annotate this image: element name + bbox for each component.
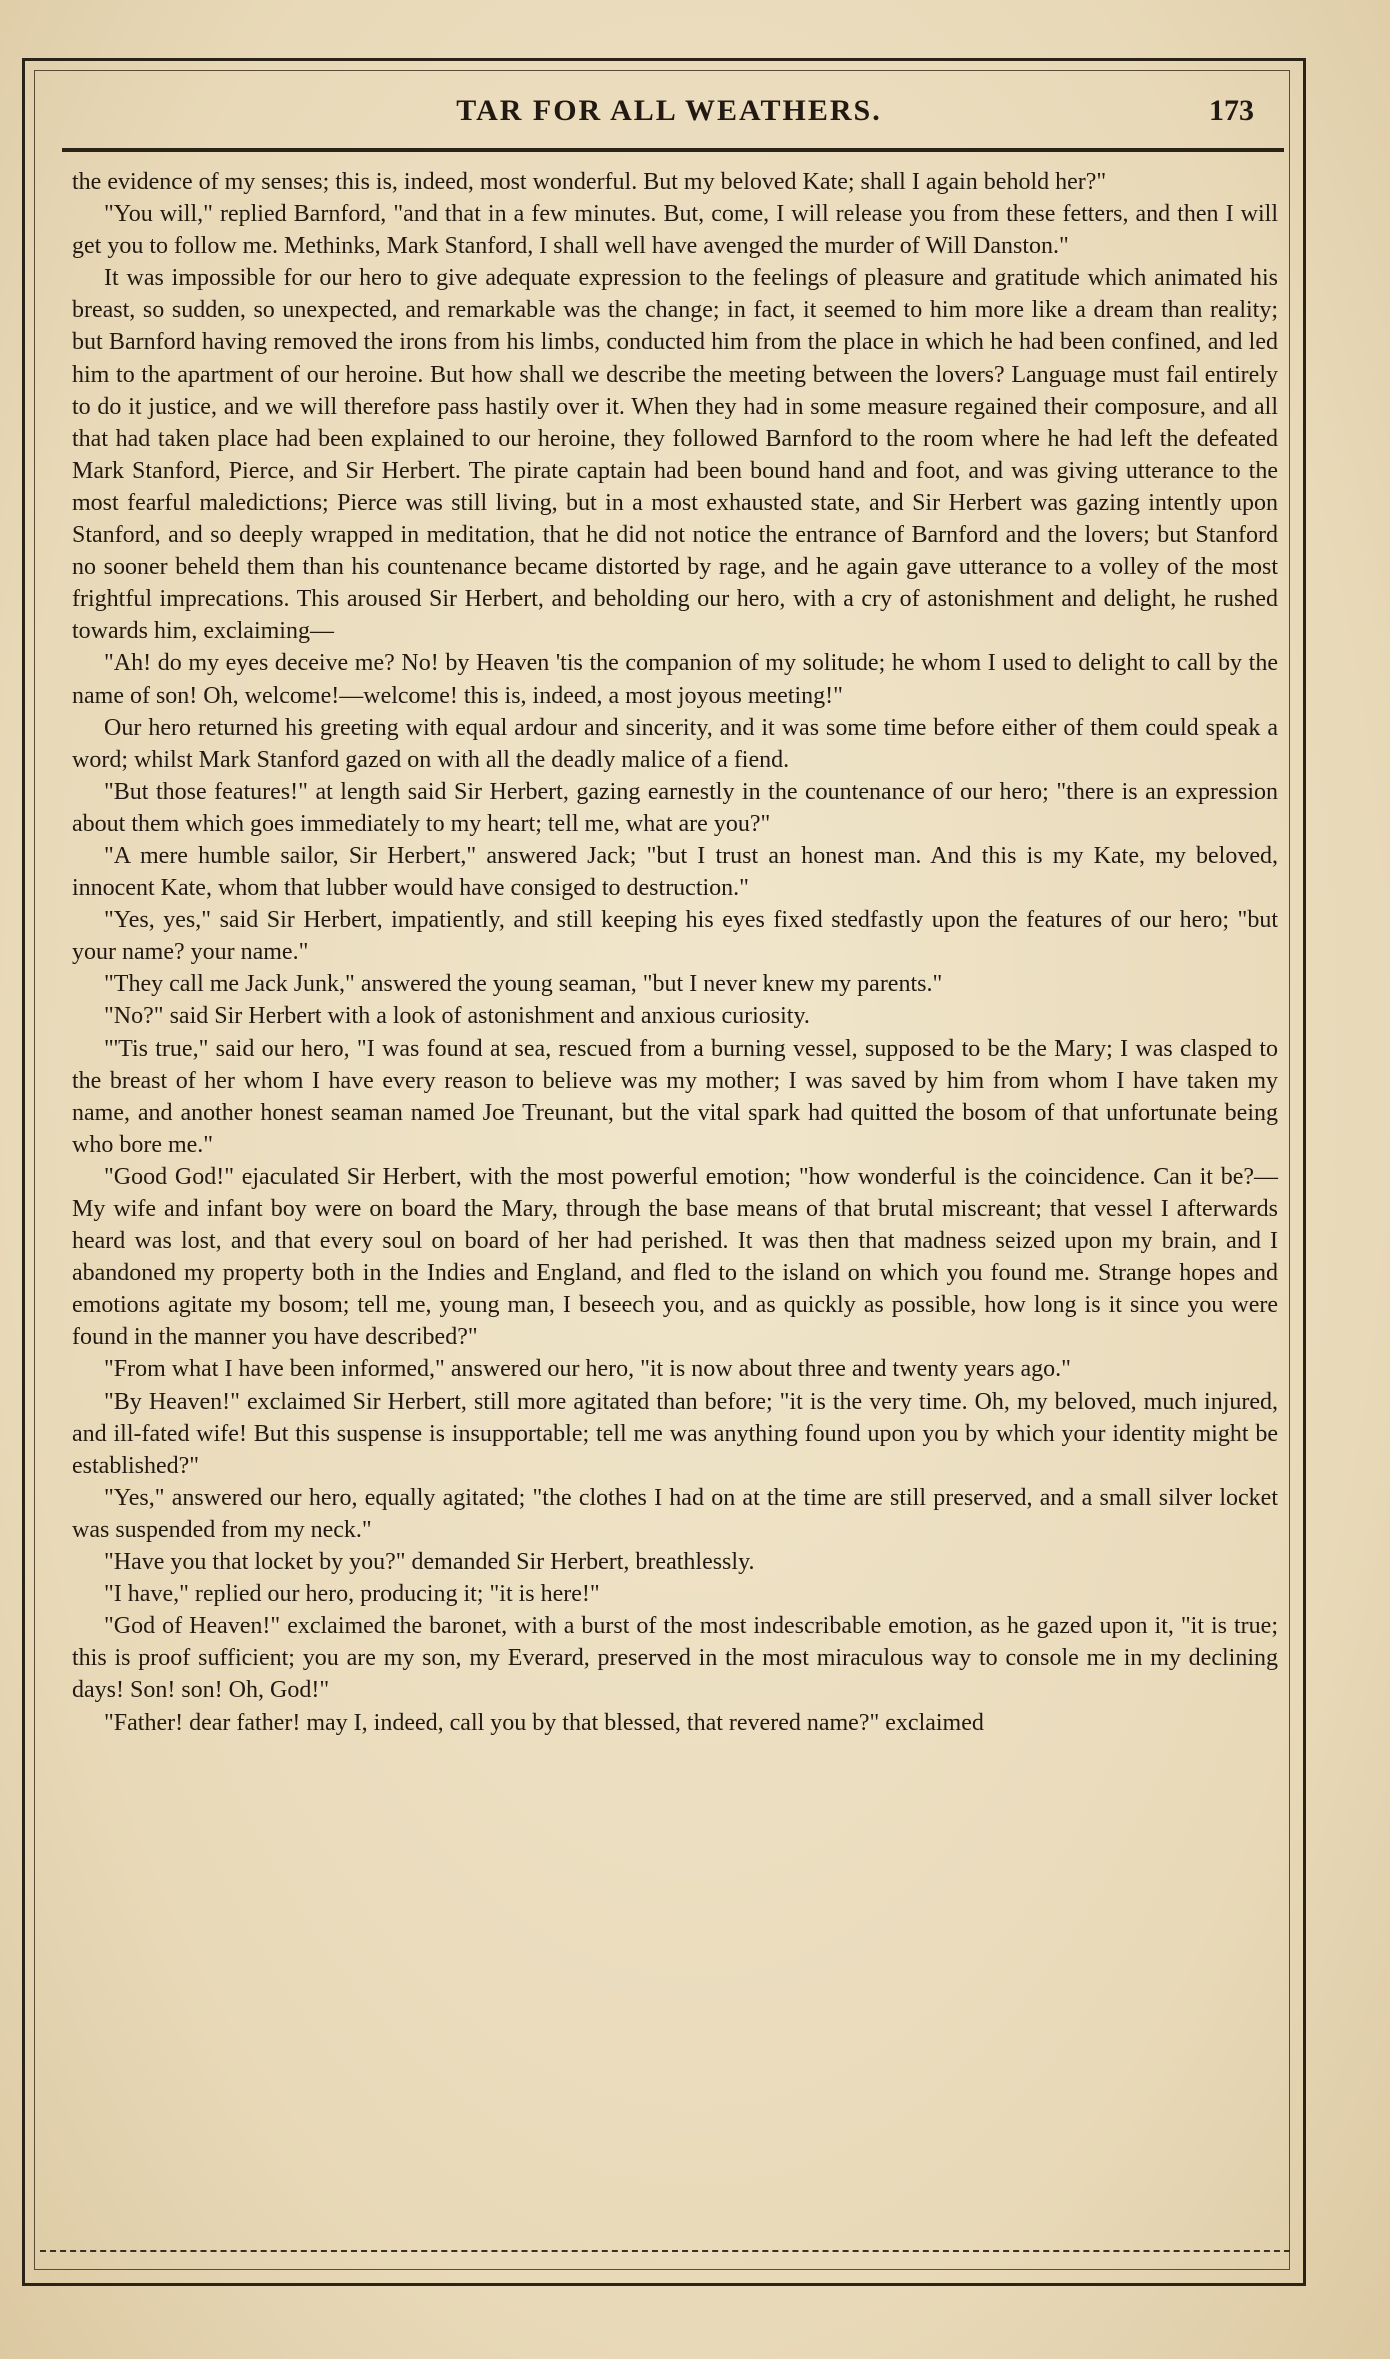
paragraph: "Yes," answered our hero, equally agitated; "the clothes I had on at the time are still preserved, and a small silver locket was suspended from my neck." [72, 1484, 1278, 1543]
paragraph: "I have," replied our hero, producing it; "it is here!" [104, 1581, 600, 1608]
page-number: 173 [1209, 94, 1254, 127]
paragraph: "A mere humble sailor, Sir Herbert," answered Jack; "but I trust an honest man. And this is my Kate, my beloved, innocent Kate, whom that lubber would have consiged to destruction." [72, 842, 1278, 902]
body-text [72, 166, 1278, 1739]
paragraph: "Have you that locket by you?" demanded Sir Herbert, breathlessly. [104, 1549, 755, 1576]
paragraph: "God of Heaven!" exclaimed the baronet, with a burst of the most indescribable emotion, as he gazed upon it, "it is true; this is proof sufficient; you are my son, my Everard, preserved in the most miraculous way to console me in my declining days! Son! son! Oh, God!" [72, 1613, 1278, 1704]
paragraph: "Father! dear father! may I, indeed, call you by that blessed, that revered name?" exclaimed [104, 1709, 984, 1736]
paragraph: It was impossible for our hero to give adequate expression to the feelings of pleasure and gratitude which animated his breast, so sudden, so unexpected, and remarkable was the change; in fact, it seemed to him more like a dream than reality; but Barnford having removed the irons from his limbs, conducted him from the place in which he had been confined, and led him to the apartment of our heroine. But how shall we describe the meeting between the lovers? Language must fail entirely to do it justice, and we will therefore pass hastily over it. When they had in some measure regained their composure, and all that had taken place had been explained to our heroine, they followed Barnford to the room where he had left the defeated Mark Stanford, Pierce, and Sir Herbert. The pirate captain had been bound hand and foot, and was giving utterance to the most fearful maledictions; Pierce was still living, but in a most exhausted state, and Sir Herbert was gazing intently upon Stanford, and so deeply wrapped in meditation, that he did not notice the entrance of Barnford and the lovers; but Stanford no sooner beheld them than his countenance became distorted by rage, and he again gave utterance to a volley of the most frightful imprecations. This aroused Sir Herbert, and beholding our hero, with a cry of astonishment and delight, he rushed towards him, exclaiming— [72, 265, 1278, 645]
paragraph: "From what I have been informed," answered our hero, "it is now about three and twenty years ago." [104, 1356, 1071, 1383]
running-title: TAR FOR ALL WEATHERS. [456, 94, 882, 127]
page-header [60, 92, 1278, 140]
paragraph: "Ah! do my eyes deceive me? No! by Heaven 'tis the companion of my solitude; he whom I used to delight to call by the name of son! Oh, welcome!—welcome! this is, indeed, a most joyous meeting!" [72, 650, 1278, 709]
paragraph: "No?" said Sir Herbert with a look of astonishment and anxious curiosity. [104, 1003, 810, 1030]
paragraph: "You will," replied Barnford, "and that in a few minutes. But, come, I will release you from these fetters, and then I will get you to follow me. Methinks, Mark Stanford, I shall well have avenged the murder of Will Danston." [72, 201, 1278, 260]
paragraph: "Good God!" ejaculated Sir Herbert, with the most powerful emotion; "how wonderful is the coincidence. Can it be?—My wife and infant boy were on board the Mary, through the base means of that brutal miscreant; that vessel I afterwards heard was lost, and that every soul on board of her had perished. It was then that madness seized upon my brain, and I abandoned my property both in the Indies and England, and fled to the island on which you found me. Strange hopes and emotions agitate my bosom; tell me, young man, I beseech you, and as quickly as possible, how long is it since you were found in the manner you have described?" [72, 1163, 1278, 1351]
paragraph: Our hero returned his greeting with equal ardour and sincerity, and it was some time before either of them could speak a word; whilst Mark Stanford gazed on with all the deadly malice of a fiend. [72, 714, 1278, 773]
paragraph: "'Tis true," said our hero, "I was found at sea, rescued from a burning vessel, supposed to be the Mary; I was clasped to the breast of her whom I have every reason to believe was my mother; I was saved by him from whom I have taken my name, and another honest seaman named Joe Treunant, but the vital spark had quitted the bosom of that unfortunate being who bore me." [72, 1035, 1278, 1158]
header-rule [62, 148, 1284, 152]
paragraph: "Yes, yes," said Sir Herbert, impatiently, and still keeping his eyes fixed stedfastly upon the features of our hero; "but your name? your name." [72, 907, 1278, 966]
footer-rule [40, 2250, 1290, 2255]
paragraph: "By Heaven!" exclaimed Sir Herbert, still more agitated than before; "it is the very time. Oh, my beloved, much injured, and ill-fated wife! But this suspense is insupportable; tell me was anything found upon you by which your identity might be established?" [72, 1388, 1278, 1479]
paragraph: "But those features!" at length said Sir Herbert, gazing earnestly in the countenance of our hero; "there is an expression about them which goes immediately to my heart; tell me, what are you?" [72, 778, 1278, 837]
paragraph: the evidence of my senses; this is, indeed, most wonderful. But my beloved Kate; shall I again behold her?" [72, 169, 1107, 195]
paragraph: "They call me Jack Junk," answered the young seaman, "but I never knew my parents." [104, 971, 943, 998]
